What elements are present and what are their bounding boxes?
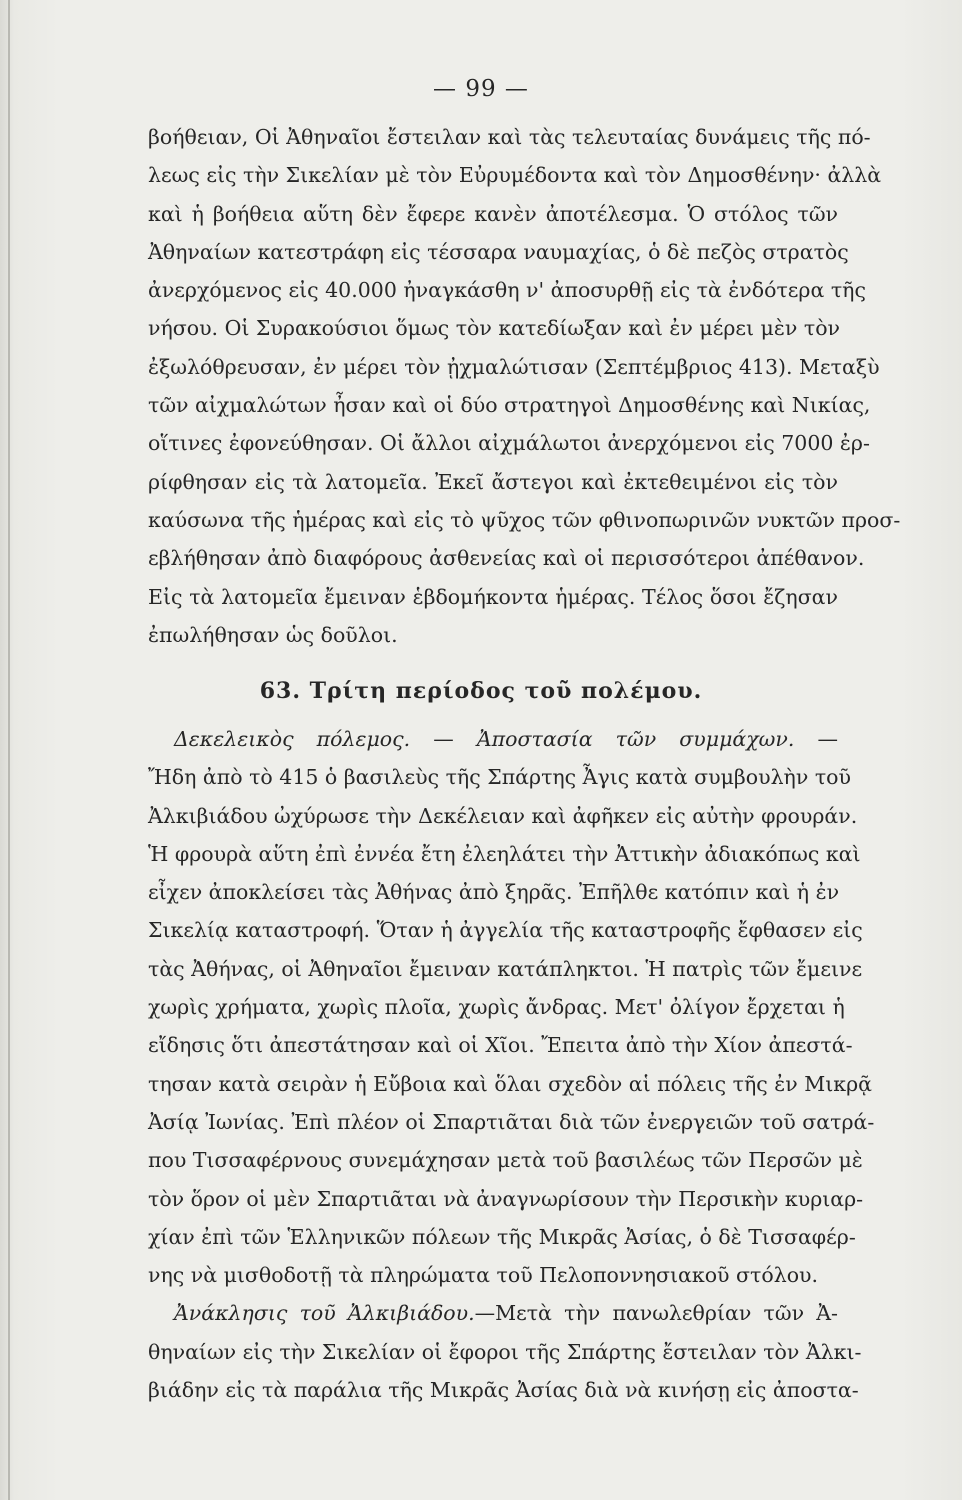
subheading-dekeleian-war: Δεκελεικὸς πόλεμος. bbox=[174, 727, 411, 751]
page-left-edge bbox=[8, 0, 10, 1500]
page-number: — 99 — bbox=[433, 76, 529, 102]
subheading-dash: — bbox=[794, 727, 838, 751]
paragraph-2 bbox=[148, 720, 875, 1409]
text-line: Ἡ φρουρὰ αὕτη ἐπὶ ἐννέα ἔτη ἐλεηλάτει τὴν Ἀττικὴν ἀδιακόπως καὶ bbox=[148, 841, 861, 866]
text-line: Ἤδη ἀπὸ τὸ 415 ὁ βασιλεὺς τῆς Σπάρτης Ἆγις κατὰ συμβουλὴν τοῦ bbox=[148, 765, 851, 790]
text-line: τησαν κατὰ σειρὰν ἡ Εὔβοια καὶ ὅλαι σχεδὸν αἱ πόλεις τῆς ἐν Μικρᾷ bbox=[148, 1071, 872, 1096]
text-line: εἴδησις ὅτι ἀπεστάτησαν καὶ οἱ Χῖοι. Ἔπειτα ἀπὸ τὴν Χίον ἀπεστά- bbox=[148, 1033, 853, 1058]
text-line: λεως εἰς τὴν Σικελίαν μὲ τὸν Εὐρυμέδοντα καὶ τὸν Δημοσθένην· ἀλλὰ bbox=[148, 163, 882, 188]
text-line: εβλήθησαν ἀπὸ διαφόρους ἀσθενείας καὶ οἱ περισσότεροι ἀπέθανον. bbox=[148, 546, 865, 571]
text-line: Ἀθηναίων κατεστράφη εἰς τέσσαρα ναυμαχίας, ὁ δὲ πεζὸς στρατὸς bbox=[148, 239, 849, 264]
text-line: βιάδην εἰς τὰ παράλια τῆς Μικρᾶς Ἀσίας διὰ νὰ κινήσῃ εἰς ἀποστα- bbox=[148, 1378, 859, 1403]
text-line: που Τισσαφέρνους συνεμάχησαν μετὰ τοῦ βασιλέως τῶν Περσῶν μὲ bbox=[148, 1148, 863, 1173]
subheading-line bbox=[148, 720, 838, 758]
text-line: ἐπωλήθησαν ὡς δοῦλοι. bbox=[148, 622, 398, 647]
text-line: καύσωνα τῆς ἡμέρας καὶ εἰς τὸ ψῦχος τῶν φθινοπωρινῶν νυκτῶν προσ- bbox=[148, 507, 901, 532]
text-line: νης νὰ μισθοδοτῇ τὰ πληρώματα τοῦ Πελοποννησιακοῦ στόλου. bbox=[148, 1263, 819, 1288]
text-line: Εἰς τὰ λατομεῖα ἔμειναν ἑβδομήκοντα ἡμέρας. Τέλος ὅσοι ἔζησαν bbox=[148, 584, 838, 609]
text-line: τῶν αἰχμαλώτων ἦσαν καὶ οἱ δύο στρατηγοὶ Δημοσθένης καὶ Νικίας, bbox=[148, 393, 871, 418]
text-line: θηναίων εἰς τὴν Σικελίαν οἱ ἔφοροι τῆς Σπάρτης ἔστειλαν τὸν Ἀλκι- bbox=[148, 1339, 862, 1364]
text-line: βοήθειαν, Οἱ Ἀθηναῖοι ἔστειλαν καὶ τὰς τελευταίας δυνάμεις τῆς πό- bbox=[148, 125, 871, 149]
text-line: ρίφθησαν εἰς τὰ λατομεῖα. Ἐκεῖ ἄστεγοι καὶ ἐκτεθειμένοι εἰς τὸν bbox=[148, 469, 838, 494]
text-line: νήσου. Οἱ Συρακούσιοι ὅμως τὸν κατεδίωξαν καὶ ἐν μέρει μὲν τὸν bbox=[148, 316, 841, 341]
text-line: Ἀλκιβιάδου ὠχύρωσε τὴν Δεκέλειαν καὶ ἀφῆκεν εἰς αὐτὴν φρουράν. bbox=[148, 803, 858, 828]
subheading-alcibiades-recall: Ἀνάκλησις τοῦ Ἀλκιβιάδου. bbox=[174, 1301, 475, 1326]
text-line: τὰς Ἀθήνας, οἱ Ἀθηναῖοι ἔμειναν κατάπληκτοι. Ἡ πατρὶς τῶν ἔμεινε bbox=[148, 956, 863, 981]
text-line: Σικελίᾳ καταστροφή. Ὅταν ἡ ἀγγελία τῆς καταστροφῆς ἔφθασεν εἰς bbox=[148, 918, 863, 943]
subheading-dash: — bbox=[410, 727, 477, 751]
text-line: οἵτινες ἐφονεύθησαν. Οἱ ἄλλοι αἰχμάλωτοι ἀνερχόμενοι εἰς 7000 ἐρ- bbox=[148, 431, 870, 456]
text-line: εἶχεν ἀποκλείσει τὰς Ἀθήνας ἀπὸ ξηρᾶς. Ἐπῆλθε κατόπιν καὶ ἡ ἐν bbox=[148, 880, 840, 905]
text-run: —Μετὰ τὴν πανωλεθρίαν τῶν Ἀ- bbox=[474, 1301, 838, 1326]
subheading-allies-revolt: Ἀποστασία τῶν συμμάχων. bbox=[476, 727, 795, 751]
paragraph-1 bbox=[148, 118, 901, 654]
text-line: Ἀσίᾳ Ἰωνίας. Ἐπὶ πλέον οἱ Σπαρτιᾶται διὰ τῶν ἐνεργειῶν τοῦ σατρά- bbox=[148, 1109, 875, 1134]
paragraph-3-first-line bbox=[148, 1294, 838, 1332]
text-line: τὸν ὅρον οἱ μὲν Σπαρτιᾶται νὰ ἀναγνωρίσουν τὴν Περσικὴν κυριαρ- bbox=[148, 1186, 864, 1211]
text-line: καὶ ἡ βοήθεια αὕτη δὲν ἔφερε κανὲν ἀποτέλεσμα. Ὁ στόλος τῶν bbox=[148, 201, 838, 226]
text-line: χωρὶς χρήματα, χωρὶς πλοῖα, χωρὶς ἄνδρας. Μετ' ὀλίγον ἔρχεται ἡ bbox=[148, 995, 845, 1020]
section-heading: 63. Τρίτη περίοδος τοῦ πολέμου. bbox=[259, 678, 703, 704]
text-line: ἐξωλόθρευσαν, ἐν μέρει τὸν ᾐχμαλώτισαν (Σεπτέμβριος 413). Μεταξὺ bbox=[148, 354, 880, 379]
text-line: χίαν ἐπὶ τῶν Ἑλληνικῶν πόλεων τῆς Μικρᾶς Ἀσίας, ὁ δὲ Τισσαφέρ- bbox=[148, 1224, 856, 1249]
text-line: ἀνερχόμενος εἰς 40.000 ἠναγκάσθη ν' ἀποσυρθῇ εἰς τὰ ἐνδότερα τῆς bbox=[148, 278, 866, 303]
